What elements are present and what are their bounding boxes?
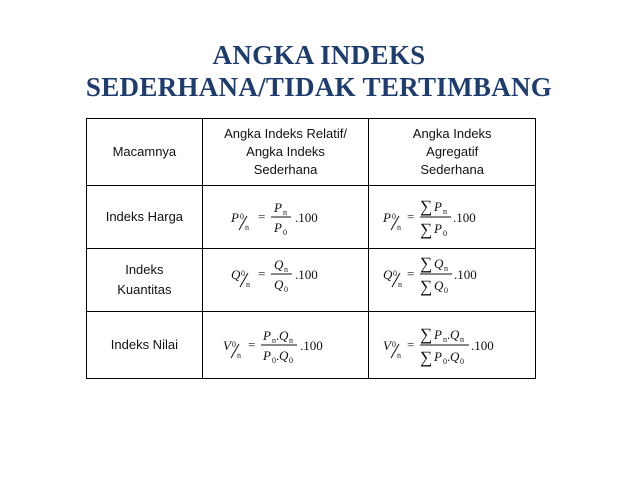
svg-text:P: P	[262, 328, 271, 343]
svg-text:n: n	[283, 265, 288, 274]
row-label-kuantitas-line1: Indeks	[125, 262, 164, 277]
svg-text:Q: Q	[273, 277, 283, 292]
svg-text:n: n	[236, 351, 241, 360]
svg-text:P: P	[434, 349, 443, 364]
svg-text:n: n	[443, 207, 448, 216]
svg-text:P: P	[434, 199, 443, 214]
svg-text:0: 0	[393, 269, 398, 278]
svg-text:Q: Q	[450, 349, 460, 364]
svg-text:=: =	[247, 337, 255, 352]
row-label-kuantitas-line2: Kuantitas	[117, 282, 172, 297]
svg-text:n: n	[397, 351, 402, 360]
svg-text:0: 0	[392, 340, 397, 349]
svg-text:=: =	[407, 266, 415, 281]
svg-text:0: 0	[443, 229, 448, 238]
svg-text:P: P	[383, 210, 392, 225]
svg-text:V: V	[383, 338, 392, 353]
svg-text:V: V	[222, 338, 231, 353]
formula-harga-agregatif	[369, 186, 536, 249]
svg-text:n: n	[397, 223, 402, 232]
header-relatif-line2: Angka Indeks	[246, 144, 325, 159]
svg-text:Q: Q	[278, 348, 288, 363]
formula-nilai-agregatif	[369, 312, 536, 379]
header-macamnya	[87, 119, 203, 186]
svg-text:0: 0	[392, 212, 397, 221]
svg-text:.: .	[447, 327, 451, 342]
svg-text:.100: .100	[299, 338, 323, 353]
row-label-harga-text: Indeks Harga	[105, 209, 184, 224]
svg-text:.: .	[275, 328, 279, 343]
header-agregatif	[369, 119, 536, 186]
header-agregatif-line3: Sederhana	[420, 162, 484, 177]
svg-text:0: 0	[283, 285, 288, 294]
svg-text:n: n	[444, 264, 449, 273]
page-title-line2: SEDERHANA/TIDAK TERTIMBANG	[85, 72, 553, 102]
svg-text:∑: ∑	[420, 277, 433, 296]
svg-text:P: P	[434, 221, 443, 236]
svg-text:n: n	[288, 336, 293, 345]
svg-text:.: .	[275, 348, 279, 363]
svg-text:0: 0	[240, 269, 245, 278]
svg-text:Q: Q	[383, 267, 393, 282]
svg-text:n: n	[245, 280, 250, 289]
svg-text:0: 0	[282, 228, 287, 237]
svg-text:n: n	[244, 223, 249, 232]
page-title-line1: ANGKA INDEKS	[212, 40, 426, 70]
header-agregatif-line1: Angka Indeks	[412, 126, 492, 141]
svg-text:.100: .100	[471, 338, 494, 353]
row-label-harga	[87, 186, 203, 249]
header-relatif	[202, 119, 369, 186]
index-table	[86, 118, 536, 379]
svg-text:.100: .100	[453, 210, 476, 225]
svg-text:0: 0	[288, 356, 293, 365]
svg-text:0: 0	[271, 356, 276, 365]
svg-text:0: 0	[231, 340, 236, 349]
svg-text:Q: Q	[434, 256, 444, 271]
svg-text:=: =	[407, 209, 415, 224]
row-label-nilai-text: Indeks Nilai	[110, 337, 178, 352]
svg-text:∑: ∑	[420, 348, 433, 367]
svg-text:n: n	[271, 336, 276, 345]
svg-text:∑: ∑	[420, 197, 433, 216]
row-label-nilai	[87, 312, 203, 379]
svg-text:P: P	[262, 348, 271, 363]
svg-text:n: n	[443, 335, 448, 344]
svg-text:Q: Q	[434, 278, 444, 293]
svg-text:P: P	[434, 327, 443, 342]
header-macamnya-text: Macamnya	[112, 144, 177, 159]
formula-nilai-relatif	[202, 312, 369, 379]
svg-text:=: =	[257, 209, 265, 224]
svg-text:.100: .100	[454, 267, 477, 282]
svg-text:0: 0	[443, 357, 448, 366]
formula-kuantitas-agregatif	[369, 249, 536, 312]
svg-text:Q: Q	[230, 267, 240, 282]
svg-text:n: n	[398, 280, 403, 289]
svg-text:.100: .100	[294, 267, 318, 282]
header-relatif-line1: Angka Indeks Relatif/	[224, 126, 347, 141]
svg-text:P: P	[273, 200, 282, 215]
svg-text:=: =	[257, 266, 265, 281]
svg-text:∑: ∑	[420, 325, 433, 344]
svg-text:P: P	[230, 210, 239, 225]
formula-harga-relatif	[202, 186, 369, 249]
svg-text:P: P	[273, 220, 282, 235]
svg-text:n: n	[460, 335, 465, 344]
svg-text:0: 0	[460, 357, 465, 366]
svg-text:.100: .100	[294, 210, 318, 225]
svg-text:0: 0	[239, 212, 244, 221]
svg-text:∑: ∑	[420, 255, 433, 273]
row-label-kuantitas	[87, 249, 203, 312]
svg-text:Q: Q	[278, 328, 288, 343]
formula-kuantitas-relatif	[202, 249, 369, 312]
svg-text:=: =	[407, 337, 415, 352]
svg-text:.: .	[447, 349, 451, 364]
svg-text:n: n	[282, 208, 287, 217]
svg-text:Q: Q	[450, 327, 460, 342]
svg-text:Q: Q	[273, 257, 283, 272]
svg-text:∑: ∑	[420, 220, 433, 239]
svg-text:0: 0	[444, 286, 449, 295]
header-agregatif-line2: Agregatif	[426, 144, 479, 159]
header-relatif-line3: Sederhana	[253, 162, 318, 177]
